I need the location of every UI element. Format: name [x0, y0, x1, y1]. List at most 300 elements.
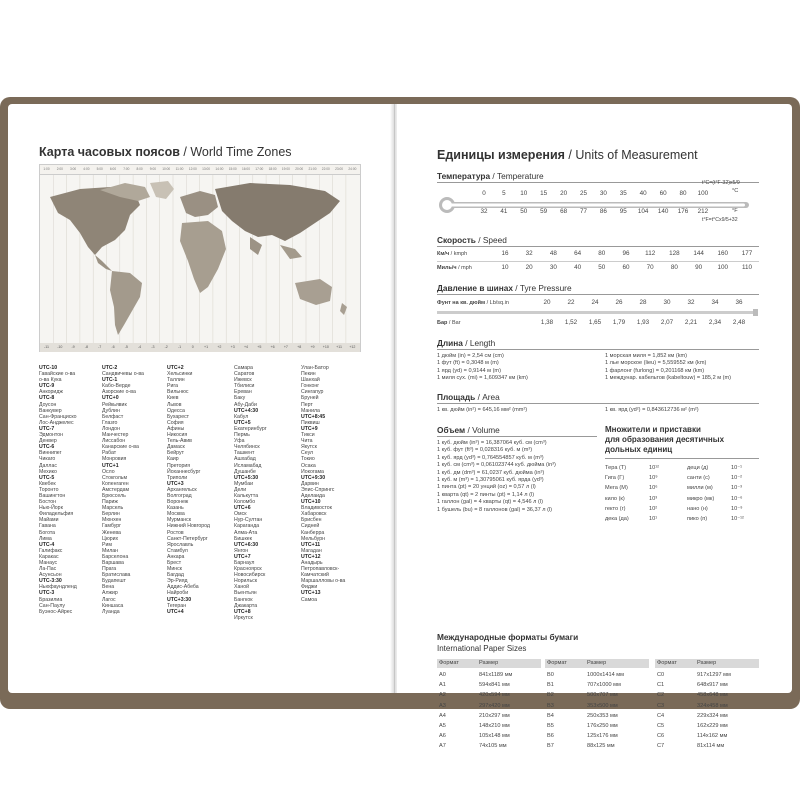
hour-label: 9:00: [149, 167, 156, 171]
table-value: 60: [659, 190, 667, 197]
paper-size: 125x176 мм: [587, 733, 618, 740]
city-name: Брисбен: [301, 517, 322, 524]
city-name: Стокгольм: [102, 474, 128, 481]
table-value: 90: [695, 264, 703, 271]
city-name: Богота: [39, 529, 56, 536]
hour-label: 22:00: [321, 167, 330, 171]
format-header: Формат: [657, 660, 677, 666]
hour-label: 21:00: [308, 167, 317, 171]
city-name: Сан-Франциско: [39, 413, 77, 420]
utc-offset-label: UTC+10: [301, 499, 321, 506]
conversion-line: дольных единиц: [605, 445, 673, 454]
city-name: Каир: [167, 456, 179, 463]
offset-label: -6: [111, 345, 115, 349]
length-conversions-left: [437, 353, 528, 383]
table-value: 140: [657, 208, 669, 215]
city-name: Прага: [102, 566, 117, 573]
utc-offset-label: UTC-2: [102, 365, 118, 371]
paper-size: 229x324 мм: [697, 712, 728, 719]
prefix-factor: 10¹: [649, 516, 658, 523]
city-name: Копенгаген: [102, 480, 129, 487]
units-title-en: Units of Measurement: [575, 148, 698, 162]
city-name: Чикаго: [39, 456, 56, 463]
prefix-row: [687, 504, 762, 514]
timezone-column: [102, 365, 144, 615]
hour-label: 4:00: [83, 167, 90, 171]
city-name: Джакарта: [234, 602, 258, 609]
city-name: Пекин: [301, 371, 316, 378]
length-divider: [437, 349, 759, 350]
utc-offset-label: UTC+5:30: [234, 474, 259, 481]
paper-format: A3: [439, 702, 446, 709]
city-name: Мехико: [39, 468, 57, 475]
city-name: Исламабад: [234, 462, 262, 469]
city-name: Алма-Ата: [234, 529, 258, 536]
city-name: Ашхабад: [234, 456, 256, 463]
city-name: Манила: [301, 407, 320, 414]
prefix-name: деци (д): [687, 465, 709, 471]
city-name: Казань: [167, 505, 184, 512]
city-name: Триполи: [167, 474, 188, 481]
city-name: Алжир: [102, 590, 118, 597]
timezone-column: [39, 365, 77, 615]
city-name: Лиссабон: [102, 438, 126, 445]
city-name: Ижевск: [234, 377, 252, 384]
table-value: 128: [669, 250, 680, 257]
paper-table-header: [655, 659, 759, 668]
paper-table-header: [545, 659, 649, 668]
city-name: Азорские о-ва: [102, 389, 136, 396]
utc-offset-label: UTC-7: [39, 425, 55, 432]
city-name: Барселона: [102, 553, 129, 560]
area-conversion-left: 1 кв. дюйм (in²) = 645,16 мм² (mm²): [437, 407, 528, 413]
utc-offset-label: UTC-5: [39, 474, 55, 481]
table-value: 20: [543, 299, 551, 306]
city-name: Будапешт: [102, 578, 126, 585]
utc-offset-label: UTC-10: [39, 365, 58, 371]
paper-size: 114x162 мм: [697, 733, 728, 740]
paper-size: 162x229 мм: [697, 723, 728, 729]
paper-size: 707x1000 мм: [587, 682, 621, 689]
timezone-column: [301, 365, 345, 603]
paper-heading-ru: Международные форматы бумаги: [437, 632, 579, 642]
city-name: Тель-Авив: [167, 438, 192, 445]
hour-label: 23:00: [335, 167, 344, 171]
world-map-graphic: [40, 175, 360, 343]
city-name: Братислава: [102, 572, 131, 579]
city-name: Ванкувер: [39, 407, 62, 414]
conversion-line: 1 куб. см (cm³) = 0,061023744 куб. дюйма (in³): [437, 462, 556, 469]
city-name: Глазго: [102, 419, 118, 426]
speed-heading-ru: Скорость: [437, 235, 476, 245]
paper-size: 917x1297 мм: [697, 672, 731, 678]
city-name: Варшава: [102, 560, 124, 566]
table-value: 20: [560, 190, 568, 197]
table-value: 70: [646, 264, 654, 271]
conversion-line: 1 лье морское (lieu) = 5,559552 км (km): [605, 360, 707, 367]
table-value: 2,48: [732, 319, 746, 326]
table-value: 160: [717, 250, 729, 257]
city-name: Калькутта: [234, 492, 259, 499]
city-name: Бруней: [301, 395, 319, 402]
paper-size: 88x125 мм: [587, 743, 615, 750]
hour-label: 24:00: [348, 167, 357, 171]
paper-size: 105x148 мм: [479, 733, 510, 740]
paper-format: B2: [547, 692, 554, 699]
paper-format: B6: [547, 733, 554, 740]
table-value: 32: [687, 299, 695, 306]
city-name: Дели: [234, 486, 247, 493]
tyre-heading-en: Tyre Pressure: [519, 283, 572, 293]
utc-offset-label: UTC-1: [102, 377, 118, 384]
hour-label: 17:00: [255, 167, 264, 171]
offset-label: +1: [204, 345, 209, 349]
table-value: 15: [540, 190, 548, 197]
temperature-formula-c: t°C=(t°F-32)x5/9: [702, 180, 740, 186]
utc-offset-label: UTC+4: [167, 608, 184, 615]
utc-offset-label: UTC+9:30: [301, 474, 326, 481]
city-name: Монровия: [102, 456, 127, 463]
offset-label: +9: [310, 345, 315, 349]
conversion-line: 1 куб. дюйм (in³) = 16,387064 куб. см (cm³): [437, 440, 547, 446]
city-name: Санкт-Петербург: [167, 535, 208, 542]
length-heading-en: Length: [469, 338, 496, 348]
city-name: Ла-Пас: [39, 566, 57, 573]
city-name: Майами: [39, 517, 59, 524]
city-name: Эдмонтон: [39, 432, 63, 439]
conversion-line: 1 миля сух. (mi) = 1,609347 км (km): [437, 375, 528, 382]
city-name: Анадырь: [301, 560, 323, 566]
city-name: Стамбул: [167, 547, 188, 554]
city-name: Дублин: [102, 407, 120, 414]
conversion-line: 1 бушель (bu) = 8 галлонов (gal) = 36,37 л (l): [437, 506, 553, 513]
city-name: Перт: [301, 401, 313, 408]
prefix-name: нано (н): [687, 505, 708, 512]
prefix-factor: 10¹²: [649, 465, 659, 471]
city-name: Камчатский: [301, 572, 329, 579]
volume-heading-ru: Объем: [437, 425, 466, 435]
offset-label: -5: [124, 345, 128, 349]
prefix-name: Гига (Г): [605, 475, 625, 482]
prefix-factor: 10⁻²: [731, 475, 743, 482]
utc-offset-label: UTC+13: [301, 590, 321, 597]
paper-size: 1000x1414 мм: [587, 672, 624, 678]
paper-size: 250x353 мм: [587, 712, 618, 719]
city-name: Рабат: [102, 450, 117, 457]
city-name: Кабул: [234, 413, 249, 420]
city-name: Шанхай: [301, 377, 320, 384]
conversion-line: Множители и приставки: [605, 425, 701, 434]
area-heading: Площадь / Area: [437, 392, 500, 402]
city-name: Манаус: [39, 560, 58, 566]
length-heading: Длина / Length: [437, 338, 496, 348]
city-name: Пиквиш: [301, 419, 320, 426]
city-name: Лондон: [102, 425, 120, 432]
city-name: Маршалловы о-ва: [301, 578, 346, 585]
city-name: Рига: [167, 383, 179, 390]
prefix-row: [687, 463, 762, 473]
hour-label: 10:00: [162, 167, 171, 171]
utc-offset-label: UTC+8: [234, 608, 251, 615]
timezones-title-en: World Time Zones: [190, 145, 292, 159]
psi-label-ru: Фунт на кв. дюйм: [437, 300, 486, 306]
city-name: Сандвичевы о-ва: [102, 371, 144, 378]
world-map: [39, 164, 361, 352]
psi-label-en: Lb/sq.in: [489, 300, 509, 306]
city-name: Квебек: [39, 480, 56, 487]
bar-label-en: Bar: [451, 320, 461, 326]
table-value: 60: [622, 264, 630, 271]
paper-format: A1: [439, 682, 446, 689]
city-name: Гамбург: [102, 523, 122, 530]
city-name: Вашингтон: [39, 492, 66, 499]
celsius-unit: °C: [732, 188, 739, 194]
city-name: Сан-Паулу: [39, 602, 65, 609]
tyre-heading-ru: Давление в шинах: [437, 283, 513, 293]
hour-label: 15:00: [228, 167, 237, 171]
conversion-line: 1 дюйм (in) = 2,54 см (cm): [437, 353, 504, 359]
utc-offset-label: UTC+6:30: [234, 541, 259, 548]
city-name: Вьентьян: [234, 590, 257, 597]
table-value: 26: [615, 299, 623, 306]
paper-format: B5: [547, 723, 554, 729]
utc-offset-label: UTC+5: [234, 419, 251, 426]
table-value: 50: [598, 264, 606, 271]
city-name: Аддис-Абеба: [167, 584, 199, 591]
offset-label: +5: [257, 345, 262, 349]
city-name: Осло: [102, 468, 115, 475]
utc-offset-label: UTC+2: [167, 365, 184, 371]
table-value: 50: [520, 208, 528, 215]
prefix-name: Тера (Т): [605, 465, 627, 471]
table-value: 2,21: [684, 319, 698, 326]
city-name: Багдад: [167, 572, 184, 579]
prefix-name: пико (п): [687, 516, 708, 523]
city-name: Лима: [39, 535, 52, 542]
city-name: Бангкок: [234, 596, 253, 603]
conversion-line: 1 куб. м (m³) = 1,30795061 куб. ярда (yd³): [437, 477, 544, 484]
fahrenheit-unit: °F: [732, 208, 738, 214]
offset-label: -8: [84, 345, 88, 349]
table-value: 35: [619, 190, 627, 197]
table-value: 95: [619, 208, 627, 215]
utc-offset-label: UTC+3: [167, 480, 184, 487]
table-value: 96: [622, 250, 630, 257]
table-value: 177: [741, 250, 753, 257]
temperature-heading-ru: Температура: [437, 171, 491, 181]
temperature-heading-en: Temperature: [497, 171, 544, 181]
city-name: Душанбе: [234, 468, 256, 475]
city-name: Одесса: [167, 407, 185, 414]
paper-heading-en: International Paper Sizes: [437, 644, 527, 653]
speed-row-mph-label: Миль/ч / mph: [437, 265, 472, 271]
timezones-title-ru: Карта часовых поясов: [39, 145, 180, 159]
city-name: Норильск: [234, 578, 258, 585]
city-name: Бостон: [39, 499, 56, 506]
city-name: Ханой: [234, 584, 249, 591]
paper-format: B7: [547, 743, 554, 750]
city-name: Дарвин: [301, 480, 319, 487]
table-value: 0: [482, 190, 486, 197]
city-name: Минск: [167, 566, 182, 573]
city-name: Элис-Спрингс: [301, 486, 335, 493]
prefix-factor: 10³: [649, 495, 658, 502]
table-value: 80: [670, 264, 678, 271]
table-value: 80: [679, 190, 687, 197]
kmph-label-en: kmph: [453, 251, 468, 257]
units-title: [437, 148, 698, 162]
city-name: Киев: [167, 395, 179, 402]
conversion-line: 1 междунар. кабельтов (kabeltouw) = 185,2 м (m): [605, 375, 732, 382]
city-name: Гавайские о-ва: [39, 371, 76, 378]
hour-label: 11:00: [175, 167, 184, 171]
mph-label-ru: Миль/ч: [437, 265, 457, 271]
city-name: Манчестер: [102, 432, 129, 439]
city-name: Саратов: [234, 371, 255, 378]
table-value: 1,38: [540, 319, 554, 326]
paper-format: A2: [439, 692, 446, 699]
paper-format: C5: [657, 723, 665, 729]
table-value: 100: [697, 190, 709, 197]
city-name: Уфа: [234, 438, 245, 445]
table-value: 176: [677, 208, 689, 215]
offset-label: -10: [57, 345, 63, 349]
offset-label: +4: [243, 345, 249, 349]
temperature-formula-f: t°F=t°Cx9/5+32: [702, 217, 738, 223]
hour-label: 3:00: [69, 167, 77, 171]
table-value: 2,34: [708, 319, 722, 326]
prefix-name: гекто (г): [605, 505, 626, 512]
city-name: Новосибирск: [234, 572, 266, 579]
speed-heading: Скорость / Speed: [437, 235, 507, 245]
table-value: 59: [540, 208, 548, 215]
hour-label: 20:00: [295, 167, 304, 171]
prefixes-submultipliers: [687, 463, 762, 524]
length-conversions-right: [605, 353, 731, 383]
table-value: 40: [639, 190, 647, 197]
conversion-line: 1 морская миля = 1,852 км (km): [605, 353, 688, 359]
city-name: Бразилиа: [39, 596, 63, 603]
city-name: Караганда: [234, 523, 260, 530]
format-header: Формат: [547, 660, 567, 666]
city-name: Таллин: [167, 377, 185, 384]
paper-format: B0: [547, 672, 554, 678]
size-header: Размер: [479, 660, 499, 666]
city-name: Воронеж: [167, 499, 189, 506]
prefix-name: кило (к): [605, 495, 625, 502]
city-name: Марсель: [102, 505, 124, 512]
paper-size: 594x841 мм: [479, 682, 510, 689]
city-name: Канберра: [301, 529, 325, 536]
size-header: Размер: [697, 660, 717, 666]
paper-format: C6: [657, 733, 665, 740]
table-value: 68: [560, 208, 568, 215]
prefix-row: [605, 504, 680, 514]
area-heading-ru: Площадь: [437, 392, 476, 402]
table-value: 1,65: [588, 319, 602, 326]
table-value: 10: [520, 190, 528, 197]
city-name: Париж: [102, 499, 118, 506]
offset-label: +3: [230, 345, 235, 349]
utc-offset-label: UTC+3:30: [167, 596, 192, 603]
city-name: Пермь: [234, 432, 250, 439]
city-name: Тикси: [301, 432, 315, 439]
volume-heading: Объем / Volume: [437, 425, 500, 435]
title-separator: /: [179, 145, 191, 159]
prefixes-heading: [605, 425, 724, 455]
prefix-row: [605, 483, 680, 493]
table-value: 86: [599, 208, 607, 215]
city-name: Коломбо: [234, 499, 256, 506]
city-name: Афины: [167, 425, 185, 432]
city-name: Сеул: [301, 450, 314, 457]
city-name: Мельбурн: [301, 535, 325, 542]
table-value: 100: [717, 264, 729, 271]
paper-format: A6: [439, 733, 446, 740]
paper-format: B3: [547, 702, 554, 709]
tyre-gauge-bar: [437, 309, 762, 317]
utc-offset-label: UTC-8: [39, 395, 55, 402]
hour-label: 12:00: [188, 167, 197, 171]
city-name: Аделаида: [301, 492, 325, 499]
tyre-row-psi-label: Фунт на кв. дюйм / Lb/sq.in: [437, 300, 509, 306]
city-name: Каракас: [39, 553, 59, 560]
city-name: Ньюфаундленд: [39, 584, 77, 591]
city-name: Нью-Йорк: [39, 505, 63, 512]
offset-label: -11: [44, 345, 49, 349]
city-name: Кабо-Верде: [102, 383, 131, 390]
conversion-line: 1 куб. ярд (yd³) = 0,764554857 куб. м (m³): [437, 454, 544, 461]
city-name: Красноярск: [234, 566, 262, 573]
city-name: Барнаул: [234, 560, 255, 566]
city-name: Бухарест: [167, 413, 190, 420]
paper-size: 841x1189 мм: [479, 672, 513, 678]
city-name: Нижний Новгород: [167, 523, 210, 530]
bar-label-ru: Бар: [437, 320, 448, 326]
table-value: 30: [663, 299, 671, 306]
table-value: 104: [637, 208, 649, 215]
conversion-line: для образования десятичных: [605, 435, 725, 444]
city-name: София: [167, 419, 184, 426]
city-name: Ярославль: [167, 541, 194, 548]
city-name: Дамаск: [167, 444, 185, 451]
prefix-factor: 10⁶: [649, 485, 658, 492]
volume-heading-en: Volume: [472, 425, 500, 435]
table-value: 2,07: [660, 319, 674, 326]
table-value: 30: [599, 190, 607, 197]
city-name: Луанда: [102, 608, 120, 615]
city-name: Тегеран: [167, 602, 187, 609]
paper-format: C7: [657, 743, 665, 750]
city-name: Претория: [167, 462, 191, 469]
paper-size: 648x917 мм: [697, 682, 728, 689]
table-value: 5: [502, 190, 506, 197]
city-name: Буэнос-Айрес: [39, 608, 73, 615]
city-name: Гавана: [39, 523, 56, 530]
city-name: Мюнхен: [102, 517, 122, 524]
tyre-row-bar-label: Бар / Bar: [437, 320, 461, 326]
paper-size: 176x250 мм: [587, 723, 618, 729]
table-value: 36: [735, 299, 743, 306]
city-name: Ташкент: [234, 450, 255, 457]
offset-label: -7: [98, 345, 102, 349]
timezones-title: [39, 145, 292, 159]
table-value: 30: [549, 264, 557, 271]
table-value: 1,52: [564, 319, 578, 326]
prefix-row: [605, 514, 680, 524]
utc-offset-label: UTC+7: [234, 553, 251, 560]
city-name: Канарские о-ва: [102, 444, 139, 451]
